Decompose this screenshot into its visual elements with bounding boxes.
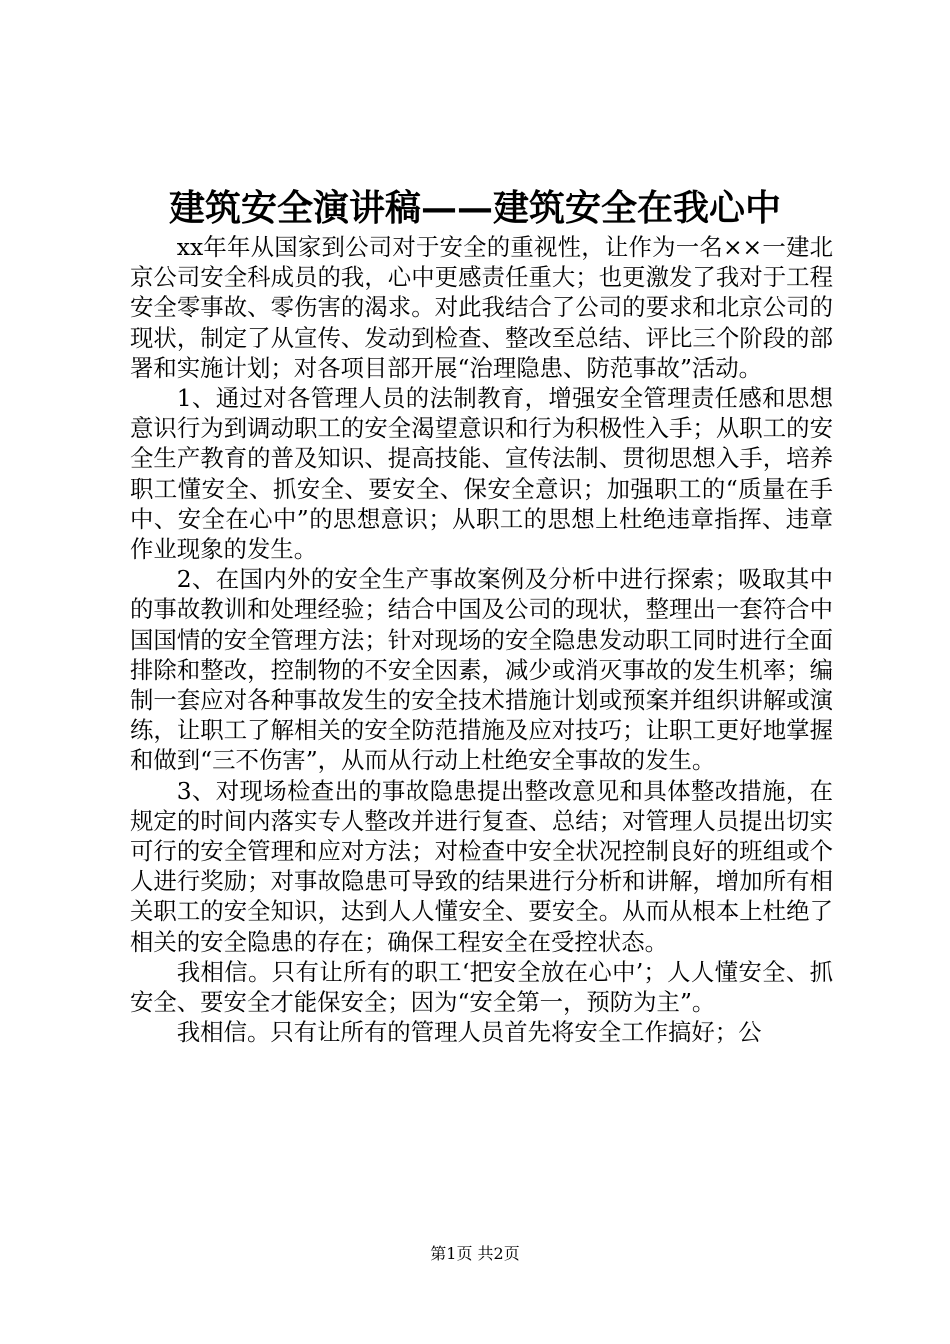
paragraph-item-1: 1、通过对各管理人员的法制教育，增强安全管理责任感和思想意识行为到调动职工的安全渴望意识和行为积极性入手；从职工的安全生产教育的普及知识、提高技能、宣传法制、贯彻思想入手，培养职工懂安全、抓安全、要安全、保安全意识；加强职工的“质量在手中、安全在心中”的思想意识；从职工的思想上杜绝违章指挥、违章作业现象的发生。 [130,384,833,564]
paragraph-item-2: 2、在国内外的安全生产事故案例及分析中进行探索；吸取其中的事故教训和处理经验；结合中国及公司的现状，整理出一套符合中国国情的安全管理方法；针对现场的安全隐患发动职工同时进行全面排除和整改，控制物的不安全因素，减少或消灭事故的发生机率；编制一套应对各种事故发生的安全技术措施计划或预案并组织讲解或演练，让职工了解相关的安全防范措施及应对技巧；让职工更好地掌握和做到“三不伤害”，从而从行动上杜绝安全事故的发生。 [130,565,833,775]
document-title: 建筑安全演讲稿——建筑安全在我心中 [168,187,781,229]
paragraph-item-3: 3、对现场检查出的事故隐患提出整改意见和具体整改措施，在规定的时间内落实专人整改并进行复查、总结；对管理人员提出切实可行的安全管理和应对方法；对检查中安全状况控制良好的班组或个人进行奖励；对事故隐患可导致的结果进行分析和讲解，增加所有相关职工的安全知识，达到人人懂安全、要安全。从而从根本上杜绝了相关的安全隐患的存在；确保工程安全在受控状态。 [130,776,833,956]
paragraph-belief-1: 我相信。只有让所有的职工‘把安全放在心中’；人人懂安全、抓安全、要安全才能保安全；因为“安全第一，预防为主”。 [130,957,833,1017]
document-body [130,232,833,1047]
page-footer: 第1页 共2页 [430,1244,520,1263]
paragraph-belief-2: 我相信。只有让所有的管理人员首先将安全工作搞好；公 [176,1018,762,1047]
paragraph-intro: xx年年从国家到公司对于安全的重视性，让作为一名××一建北京公司安全科成员的我，心中更感责任重大；也更激发了我对于工程安全零事故、零伤害的渴求。对此我结合了公司的要求和北京公司的现状，制定了从宣传、发动到检查、整改至总结、评比三个阶段的部署和实施计划；对各项目部开展“治理隐患、防范事故”活动。 [130,233,833,382]
